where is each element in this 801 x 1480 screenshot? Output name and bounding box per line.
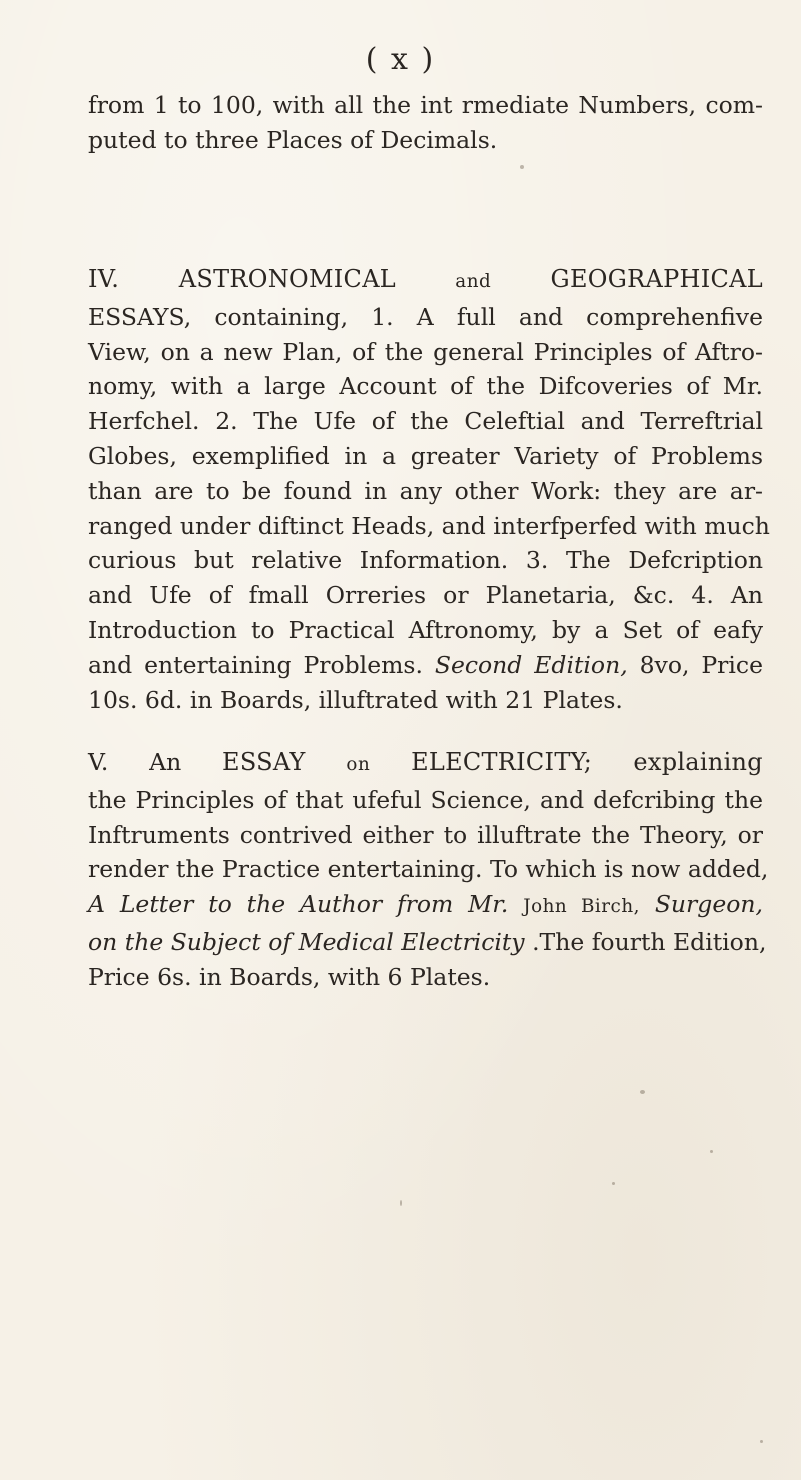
letter-subject-line bbox=[88, 925, 767, 960]
essay-title-part: ESSAY bbox=[222, 748, 306, 776]
essay-article: An bbox=[149, 748, 182, 776]
author-title: Surgeon, bbox=[654, 890, 763, 919]
essay-title-part: ELECTRICITY; explaining bbox=[411, 748, 763, 776]
paragraph-tables-continuation bbox=[88, 88, 763, 158]
essay-title-part: GEOGRAPHICAL bbox=[550, 265, 763, 293]
text-line: View, on a new Plan, of the general Principles of Aftro- bbox=[88, 337, 763, 366]
text-line: render the Practice entertaining. To which is now added, bbox=[88, 855, 769, 884]
text-line: Globes, exemplified in a greater Variety of Problems bbox=[88, 441, 763, 470]
page-folio: ( x ) bbox=[365, 42, 436, 77]
essay-title-part: IV. ASTRONOMICAL bbox=[88, 265, 397, 293]
text-line: Herfchel. 2. The Ufe of the Celeftial and Terreftrial bbox=[88, 407, 763, 436]
text-line: Price 6s. in Boards, with 6 Plates. bbox=[88, 962, 491, 991]
text-line: from 1 to 100, with all the int rmediate Numbers, com- bbox=[88, 91, 763, 119]
essay-heading-line bbox=[88, 262, 763, 300]
essay-numeral: V. bbox=[88, 748, 109, 776]
edition-label: Second Edition, bbox=[434, 650, 628, 679]
paper-speck bbox=[760, 1440, 763, 1443]
essay-title-conjunction: on bbox=[346, 754, 371, 775]
letter-subject: on the Subject of Medical Electricity bbox=[88, 927, 525, 956]
paper-speck bbox=[400, 1200, 402, 1206]
paper-speck bbox=[710, 1150, 713, 1153]
paragraph-electricity-essay bbox=[88, 745, 769, 995]
text-line: puted to three Places of Decimals. bbox=[88, 125, 498, 154]
text-line: Introduction to Practical Aftronomy, by a Set of eafy bbox=[88, 615, 763, 644]
text-fragment: and entertaining Problems. bbox=[88, 650, 423, 679]
text-line: nomy, with a large Account of the Difcoveries of Mr. bbox=[88, 372, 763, 401]
text-line: the Principles of that ufeful Science, and defcribing the bbox=[88, 785, 763, 814]
text-line: curious but relative Information. 3. The Defcription bbox=[88, 546, 763, 575]
text-line: 10s. 6d. in Boards, illuftrated with 21 Plates. bbox=[88, 685, 623, 714]
paragraph-astronomical-essays bbox=[88, 262, 770, 717]
text-line: Inftruments contrived either to illuftrate the Theory, or bbox=[88, 820, 763, 849]
text-line: ESSAYS, containing, 1. A full and comprehenfive bbox=[88, 302, 763, 331]
text-line: than are to be found in any other Work: they are ar- bbox=[88, 476, 763, 505]
edition-line bbox=[88, 648, 763, 683]
format-price: 8vo, Price bbox=[639, 650, 763, 679]
text-line: and Ufe of fmall Orreries or Planetaria, &c. 4. An bbox=[88, 581, 763, 610]
essay-title-conjunction: and bbox=[455, 271, 492, 292]
paper-speck bbox=[520, 165, 524, 169]
text-line: ranged under diftinct Heads, and interfperfed with much bbox=[88, 511, 770, 540]
letter-title: A Letter to the Author from Mr. bbox=[88, 890, 509, 919]
edition-note: .The fourth Edition, bbox=[532, 927, 767, 956]
author-name: John Birch, bbox=[523, 896, 640, 918]
paper-speck bbox=[640, 1090, 645, 1094]
paper-speck bbox=[612, 1182, 615, 1185]
essay-heading-line bbox=[88, 745, 763, 783]
letter-line bbox=[88, 887, 763, 925]
